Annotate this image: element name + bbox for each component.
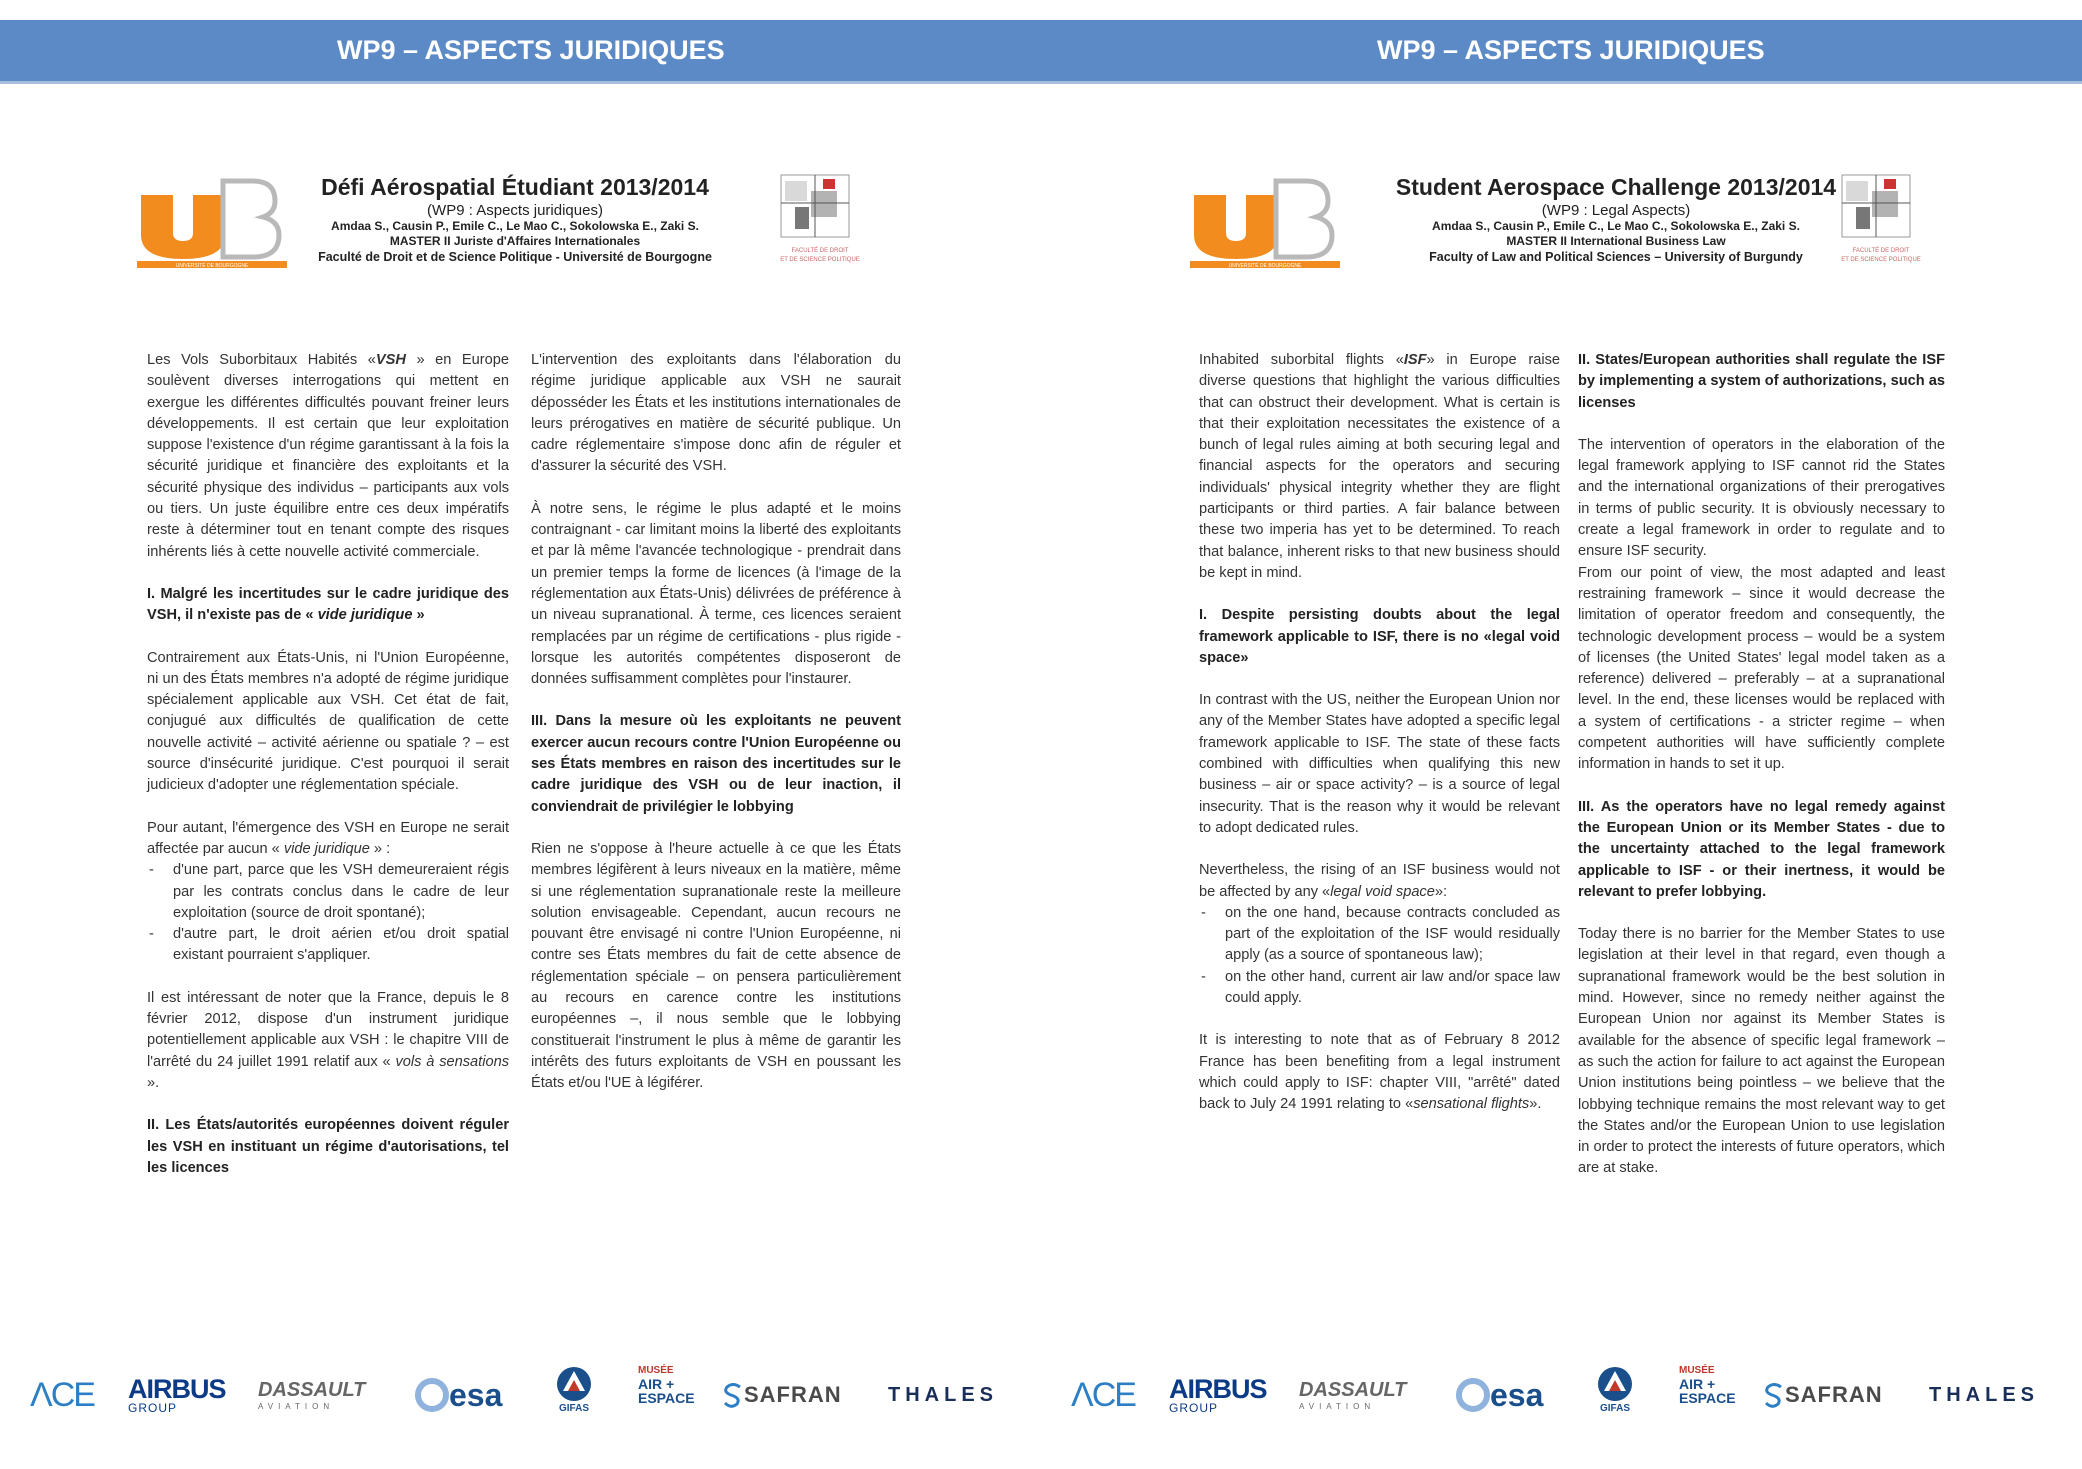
paragraph: L'intervention des exploitants dans l'élaboration du régime juridique applicable aux VSH ne saurait déposséder les États et les institutions internationales de leurs prérogatives en matière de sécurité publique. Un cadre réglementaire s'impose donc afin de réguler et d'assurer la sécurité des VSH. [531,352,901,475]
ub-logo [1190,175,1340,270]
section-heading-1: I. Despite persisting doubts about the legal framework applicable to ISF, there is no «legal void space» [1199,607,1560,666]
poster-header [1366,172,1866,265]
paragraph: From our point of view, the most adapted and least restraining framework – since it would decrease the limitation of operator freedom and consequently, the technologic development process – would be a system of licenses (the United States' legal model taken as a reference) delivered – preferably – at a supranational level. In the end, these licenses would be replaced with a system of certifications - a stricter regime – when competent authorities will have sufficiently complete information in hands to set it up. [1578,564,1945,773]
list-item: - d'autre part, le droit aérien et/ou droit spatial existant pourraient s'appliquer. [147,924,509,967]
poster-master: MASTER II Juriste d'Affaires Internationales [389,234,641,248]
esa-swirl-icon [415,1378,449,1412]
list-item: - d'une part, parce que les VSH demeureraient régis par les contrats conclus dans le cadre de leur exploitation (source de droit spontané); [147,860,509,924]
faculty-logo-caption-1: FACULTÉ DE DROIT [1852,248,1910,254]
list-item: - on the one hand, because contracts concluded as part of the exploitation of the ISF would residually apply (as a source of spontaneous law); [1199,903,1560,967]
list-item: - on the other hand, current air law and/or space law could apply. [1199,967,1560,1010]
poster-title: Student Aerospace Challenge 2013/2014 [1395,174,1837,200]
poster-subtitle: (WP9 : Legal Aspects) [1541,202,1691,219]
sponsor-logos [1041,1365,2082,1435]
sponsor-logos [0,1365,1041,1435]
ub-caption: UNIVERSITÉ DE BOURGOGNE [175,263,249,269]
paragraph: Rien ne s'oppose à l'heure actuelle à ce que les États membres légifèrent à leurs niveaux en la matière, même si une réglementation supranationale reste la meilleure solution envisageable. Cependant, aucun recours ne pouvant être envisagé ni contre l'Union Européenne, ni contre ses États membres du fait de cette absence de réglementation spéciale – on pensera particulièrement au recours en carence contre les institutions européennes –, il nous semble que le lobbying constituerait l'instrument le plus à même de garantir les intérêts des futurs exploitants de VSH en poussant les États et/ou l'UE à légiférer. [531,840,901,1092]
paragraph: Contrairement aux États-Unis, ni l'Union Européenne, ni un des États membres n'a adopté de régime juridique spécialement applicable aux VSH. Cet état de fait, conjugué aux difficultés de qualification de cette nouvelle activité – activité aérienne ou spatiale ? – est source d'insécurité juridique. C'est pourquoi il serait judicieux d'adopter une réglementation spéciale. [147,649,509,794]
paragraph: Nevertheless, the rising of an ISF business would not be affected by any «legal void space»: [1199,862,1560,900]
intro-paragraph: Inhabited suborbital flights «ISF» in Europe raise diverse questions that highlight the various difficulties that can obstruct their development. What is certain is that their exploitation necessitates the existence of a bunch of legal rules aiming at both securing legal and financial aspects for the operators and securing individuals' physical integrity whether they are flight participants or third parties. A fair balance between these two imperia has yet to be determined. To reach that balance, inherent risks to that new business should be kept in mind. [1199,352,1560,581]
esa-logo: esa [1456,1365,1543,1425]
dassault-logo: DASSAULT AVIATION [1299,1379,1407,1411]
banner [0,20,1041,84]
poster-master: MASTER II International Business Law [1506,234,1726,248]
section-heading-3: III. Dans la mesure où les exploitants ne peuvent exercer aucun recours contre l'Union Européenne ou ses États membres en raison des incertitudes sur le cadre juridique des VSH ou de leur inaction, il conviendrait de privilégier le lobbying [531,713,901,815]
banner [1041,20,2082,84]
paragraph: Il est intéressant de noter que la France, depuis le 8 février 2012, dispose d'un instrument juridique potentiellement applicable aux VSH : le chapitre VIII de l'arrêté du 24 juillet 1991 relatif aux « vols à sensations ». [147,989,510,1091]
banner-title: WP9 – ASPECTS JURIDIQUES [337,35,725,65]
esa-logo: esa [415,1365,502,1425]
musee-air-espace-logo: MUSÉE AIR + ESPACE [638,1365,695,1406]
text-column-1 [1199,350,1560,1137]
ub-logo [137,175,287,270]
thales-logo: THALES [888,1383,998,1406]
section-heading-3: III. As the operators have no legal remedy against the European Union or its Member States - due to the uncertainty attached to the legal framework applicable to ISF - or their inertness, it would be relevant to prefer lobbying. [1578,798,1945,900]
ace-logo: ΛCE [30,1375,94,1414]
airbus-logo: AIRBUS GROUP [1169,1374,1267,1415]
paragraph: Pour autant, l'émergence des VSH en Europe ne serait affectée par aucun « vide juridique » : [147,819,509,857]
page-english [1041,0,2082,1469]
banner-title: WP9 – ASPECTS JURIDIQUES [1377,35,1765,65]
gifas-logo: GIFAS [555,1365,593,1425]
bullet-list [147,860,509,966]
faculty-logo [1836,173,1926,263]
poster-header [300,172,730,265]
ace-logo: ΛCE [1071,1375,1135,1414]
paragraph: In contrast with the US, neither the European Union nor any of the Member States have adopted a specific legal framework applicable to ISF. The state of these facts combined with difficulties when qualifying this new business – air or space activity? – is a source of legal insecurity. That is the reason why it would be relevant to adopt dedicated rules. [1199,692,1560,836]
poster-authors: Amdaa S., Causin P., Emile C., Le Mao C., Sokolowska E., Zaki S. [1432,219,1800,233]
faculty-logo-graphic [775,173,855,241]
ub-caption: UNIVERSITÉ DE BOURGOGNE [1228,263,1302,269]
dassault-logo: DASSAULT AVIATION [258,1379,366,1411]
safran-s-icon [1763,1382,1785,1408]
poster-faculty: Faculty of Law and Political Sciences – University of Burgundy [1429,250,1803,264]
faculty-logo-caption-2: ET DE SCIENCE POLITIQUE [1841,257,1921,263]
faculty-logo-caption-2: ET DE SCIENCE POLITIQUE [780,257,860,263]
gifas-emblem-icon [1596,1365,1634,1403]
poster-title: Défi Aérospatial Étudiant 2013/2014 [321,174,709,200]
safran-logo: SAFRAN [1763,1365,1883,1425]
bullet-list [1199,903,1560,1009]
intro-paragraph: Les Vols Suborbitaux Habités «VSH » en Europe soulèvent diverses interrogations qui mettent en exergue les différentes difficultés pouvant freiner leurs développements. Il est certain que leur exploitation suppose l'existence d'un régime garantissant à la fois la sécurité juridique et financière des exploitants et la sécurité physique des individus – participants aux vols ou tiers. Un juste équilibre entre ces deux impératifs reste à déterminer tout en tenant compte des risques inhérents liés à cette nouvelle activité commerciale. [147,352,509,560]
poster-subtitle: (WP9 : Aspects juridiques) [427,202,603,219]
gifas-logo: GIFAS [1596,1365,1634,1425]
musee-air-espace-logo: MUSÉE AIR + ESPACE [1679,1365,1736,1406]
poster-faculty: Faculté de Droit et de Science Politique - Université de Bourgogne [318,250,712,264]
safran-logo: SAFRAN [722,1365,842,1425]
text-column-2 [1578,350,1945,1201]
section-heading-1: I. Malgré les incertitudes sur le cadre juridique des VSH, il n'existe pas de « vide juridique » [147,585,509,624]
safran-s-icon [722,1382,744,1408]
text-column-2 [531,350,901,1116]
section-heading-2: II. Les États/autorités européennes doivent réguler les VSH en instituant un régime d'autorisations, tel les licences [147,1117,509,1176]
gifas-emblem-icon [555,1365,593,1403]
esa-swirl-icon [1456,1378,1490,1412]
section-heading-2: II. States/European authorities shall regulate the ISF by implementing a system of authorizations, such as licenses [1578,352,1945,411]
paragraph: À notre sens, le régime le plus adapté et le moins contraignant - car limitant moins la liberté des exploitants et par là même l'avancée technologique - prendrait dans un premier temps la forme de licences (à l'image de la réglementation aux États-Unis) délivrées de préférence à un niveau supranational. À terme, ces licences seraient remplacées par un régime de certifications - plus rigide - lorsque les autorités compétentes disposeront de données suffisamment complètes pour l'instaurer. [531,500,901,688]
paragraph: The intervention of operators in the elaboration of the legal framework applying to ISF cannot rid the States and the international organizations of their prerogatives in terms of public security. It is obviously necessary to create a legal framework in order to regulate and to ensure ISF security. [1578,436,1945,560]
faculty-logo-caption-1: FACULTÉ DE DROIT [791,248,849,254]
thales-logo: THALES [1929,1383,2039,1406]
paragraph: It is interesting to note that as of February 8 2012 France has been benefiting from a legal instrument which could apply to ISF: chapter VIII, "arrêté" dated back to July 24 1991 relating to «sensational flights». [1199,1032,1560,1113]
text-column-1 [147,350,509,1200]
poster-authors: Amdaa S., Causin P., Emile C., Le Mao C., Sokolowska E., Zaki S. [331,219,699,233]
faculty-logo-graphic [1836,173,1916,241]
faculty-logo [775,173,865,263]
paragraph: Today there is no barrier for the Member States to use legislation at their level in that regard, even though a supranational framework would be the best solution in mind. However, since no remedy neither against the European Union nor against its Member States is available for the absence of specific legal framework – as such the action for failure to act against the European Union institutions being pointless – we believe that the lobbying technique remains the most relevant way to get the States and/or the European Union to use legislation in order to protect the interests of future operators, which are at stake. [1578,926,1945,1177]
airbus-logo: AIRBUS GROUP [128,1374,226,1415]
